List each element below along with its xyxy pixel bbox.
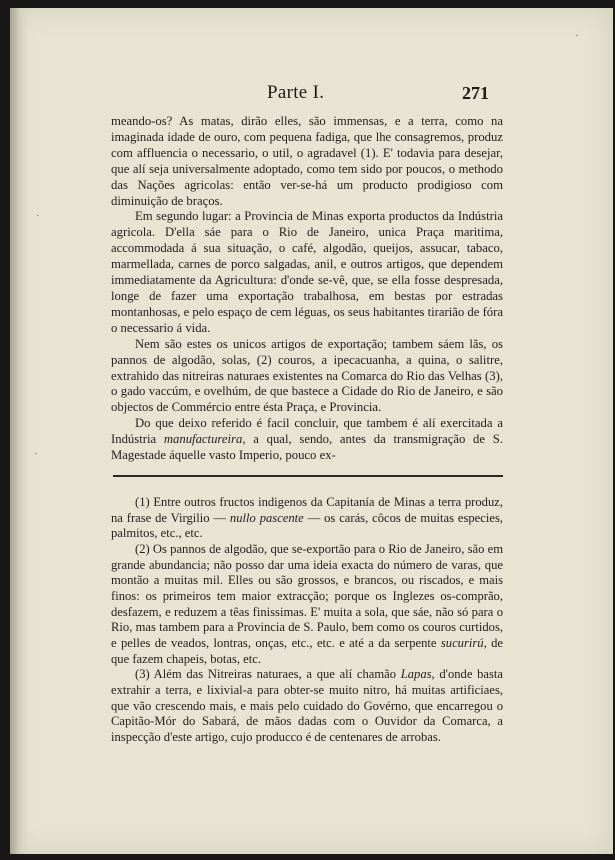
page-header [10,82,613,108]
footnote-rule [113,475,503,477]
paragraph: Do que deixo referido é facil concluir, que tambem é alí exercitada a Indústria manufactureira, a qual, sendo, antes da transmigração de S. Magestade áquelle vasto Imperio, pouco ex- [111,416,504,463]
footnote-2: (2) Os pannos de algodão, que se-exportão para o Rio de Janeiro, são em grande abundancia; não posso dar uma ideia exacta do número de varas, que montão a muitas mil. Elles ou são grossos, e brancos, ou riscados, e mais finos: os primeiros tem maior extracção; porque os Inglezes os-comprão, desfazem, e reduzem a têas finissimas. E' muita a sola, que sáe, não só para o Rio, mas tambem para a Provincia de S. Paulo, bem como os couros curtidos, e pelles de veados, lontras, onças, etc., etc. e até a da serpente sucurirú, de que fazem chapeis, botas, etc. [111,541,503,666]
book-page [10,8,613,854]
italic-term: sucurirú [440,635,484,650]
margin-blemish: · [36,210,40,222]
italic-term: nullo pascente [229,510,304,525]
italic-term: Lapas [400,667,432,682]
footnotes [111,495,503,746]
margin-blemish: · [34,448,38,460]
italic-term: manufactureira [163,432,243,447]
running-head: Parte I. [267,82,325,103]
paragraph: Nem são estes os unicos artigos de exportação; tambem sáem lãs, os pannos de algodão, solas, (2) couros, a ipecacuanha, a quina, o salitre, extrahido das nitreiras naturaes existentes na Comarca do Rio das Velhas (3), o gado vaccúm, e ovelhúm, de que bastece a Cidade do Rio de Janeiro, e são objectos de Commércio entre ésta Praça, e Provincia. [111,336,503,415]
paragraph: meando-os? As matas, dirão elles, são immensas, e a terra, como na imaginada idade de ouro, com pequena fadiga, que lhe consagremos, produz com affluencia o necessario, o util, o agradavel (1). E' todavia para desejar, que alí seja universalmente adoptado, como tem sido por poucos, o methodo das Nações agricolas: então ver-se-há um producto prodigioso com diminuição de braços. [111,114,503,208]
footnote-3: (3) Além das Nitreiras naturaes, a que alí chamão Lapas, d'onde basta extrahir a terra, e lixivial-a para obter-se muito nitro, há muitas artificiaes, que vão crescendo mais, e mais pelo cuidado do Govérno, que encarregou o Capitão-Mór do Sabará, de mãos dadas com o Ouvidor da Comarca, a inspecção d'este artigo, cujo producco é de centenares de arrobas. [111,667,503,744]
margin-blemish: · [575,30,579,42]
paragraph: Em segundo lugar: a Provincia de Minas exporta productos da Indústria agricola. D'ella sáe para o Rio de Janeiro, unica Praça maritima, accommodada á sua situação, o café, algodão, queijos, assucar, tabaco, marmellada, carnes de porco salgadas, anil, e outros artigos, que dependem immediatamente da Agricultura: d'onde se-vê, que, se ella fosse despresada, longe de fazer uma exportação trabalhosa, em bestas por estradas montanhosas, e pelo espaço de cem léguas, os seus habitantes tirarião de fóra o necessario á vida. [111,209,503,335]
page-number: 271 [462,83,489,103]
footnote-1: (1) Entre outros fructos indigenos da Capitanía de Minas a terra produz, na frase de Virgilio — nullo pascente — os carás, côcos de muitas especies, palmitos, etc., etc. [111,495,503,541]
page-gutter-shadow [10,8,28,854]
main-text [111,114,503,464]
